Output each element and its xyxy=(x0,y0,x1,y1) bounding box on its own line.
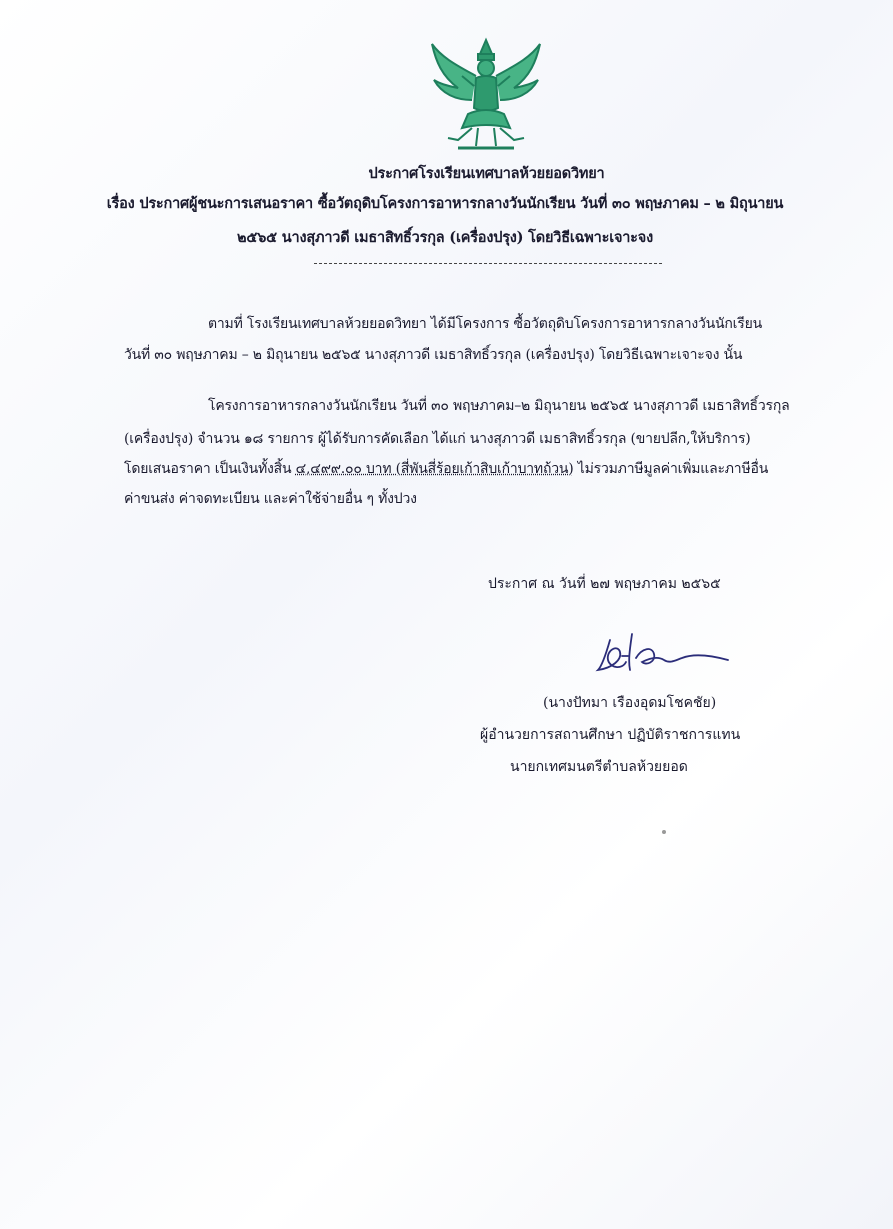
paragraph1-line1: ตามที่ โรงเรียนเทศบาลห้วยยอดวิทยา ได้มีโครงการ ซื้อวัตถุดิบโครงการอาหารกลางวันนักเรียน xyxy=(208,316,762,332)
document-title: ประกาศโรงเรียนเทศบาลห้วยยอดวิทยา xyxy=(368,165,605,182)
signature-icon xyxy=(592,630,732,680)
paragraph2-line2: (เครื่องปรุง) จำนวน ๑๘ รายการ ผู้ได้รับการคัดเลือก ได้แก่ นางสุภาวดี เมธาสิทธิ์วรกุล (ขายปลีก,ให้บริการ) xyxy=(124,431,751,447)
announce-date: ประกาศ ณ วันที่ ๒๗ พฤษภาคม ๒๕๖๕ xyxy=(488,576,721,592)
divider xyxy=(314,263,662,264)
document-subject-line2: ๒๕๖๕ นางสุภาวดี เมธาสิทธิ์วรกุล (เครื่องปรุง) โดยวิธีเฉพาะเจาะจง xyxy=(237,229,653,246)
paragraph2-line3 xyxy=(124,458,768,480)
scan-speck xyxy=(662,830,666,834)
price-suffix: ไม่รวมภาษีมูลค่าเพิ่มและภาษีอื่น xyxy=(573,461,769,477)
price-prefix: โดยเสนอราคา เป็นเงินทั้งสิ้น xyxy=(124,461,296,477)
price-amount: ๔,๔๙๙.๐๐ บาท (สี่พันสี่ร้อยเก้าสิบเก้าบาทถ้วน) xyxy=(295,461,574,477)
paragraph2-line1: โครงการอาหารกลางวันนักเรียน วันที่ ๓๐ พฤษภาคม–๒ มิถุนายน ๒๕๖๕ นางสุภาวดี เมธาสิทธิ์วรกุล xyxy=(208,398,790,414)
signer-name: (นางปัทมา เรืองอุดมโชคชัย) xyxy=(543,695,717,711)
signer-position: ผู้อำนวยการสถานศึกษา ปฏิบัติราชการแทน xyxy=(480,727,741,743)
paragraph1-line2: วันที่ ๓๐ พฤษภาคม – ๒ มิถุนายน ๒๕๖๕ นางสุภาวดี เมธาสิทธิ์วรกุล (เครื่องปรุง) โดยวิธีเฉพาะเจาะจง นั้น xyxy=(124,347,743,363)
document-subject-line1: เรื่อง ประกาศผู้ชนะการเสนอราคา ซื้อวัตถุดิบโครงการอาหารกลางวันนักเรียน วันที่ ๓๐ พฤษภาคม – ๒ มิถุนายน xyxy=(106,195,784,212)
garuda-emblem-icon xyxy=(428,36,544,154)
paragraph2-line4: ค่าขนส่ง ค่าจดทะเบียน และค่าใช้จ่ายอื่น ๆ ทั้งปวง xyxy=(124,491,417,507)
signer-position-acting: นายกเทศมนตรีตำบลห้วยยอด xyxy=(510,759,688,775)
